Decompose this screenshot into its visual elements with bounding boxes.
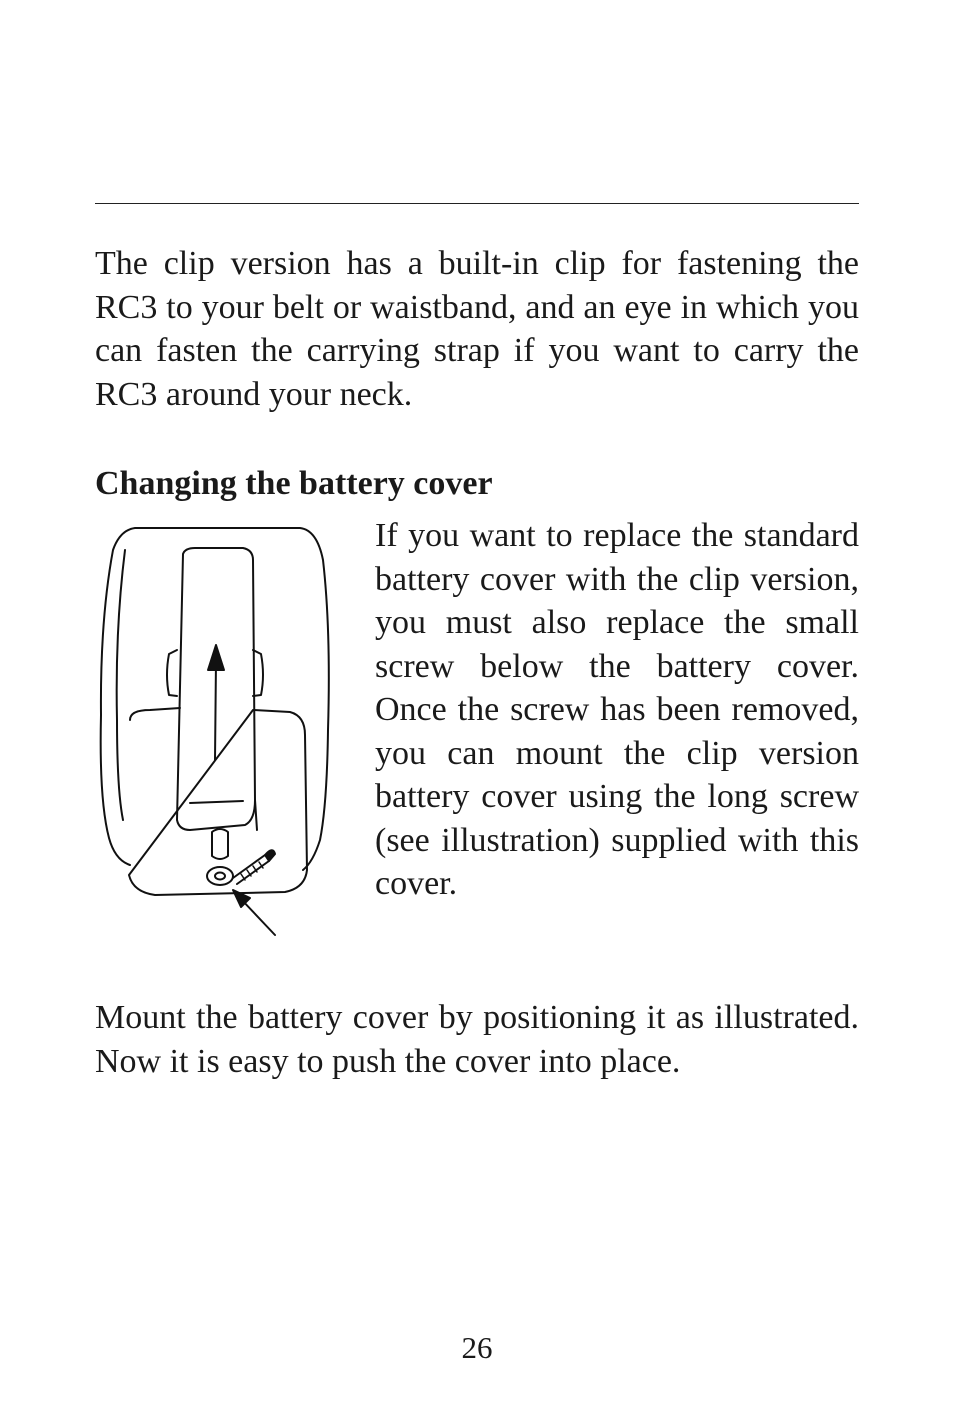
mount-paragraph: Mount the battery cover by positioning it as illustrated. Now it is easy to push the cover into place. [95,999,859,1080]
battery-cover-illustration [95,520,340,940]
device-body-inner [117,550,125,820]
intro-paragraph: The clip version has a built-in clip for fastening the RC3 to your belt or waistband, and an eye in which you can fasten the carrying strap if you want to carry the RC3 around your neck. [95,245,859,413]
clip-lines [190,800,257,830]
screw-head [212,829,228,859]
page-number: 26 [461,1330,493,1365]
header-rule [95,203,859,204]
left-tab [167,650,177,696]
long-screw-icon [233,855,269,884]
section-heading: Changing the battery cover [95,465,493,502]
instructions-paragraph: If you want to replace the standard battery cover with the clip version, you must also replace the small screw below the battery cover. Once the screw has been removed, you can mount the clip version battery cover using the long screw (see illustration) supplied with this cover. [375,517,859,902]
push-arrow-head [208,645,224,670]
eye-ring-icon [207,867,233,885]
push-arrow-icon [215,660,216,760]
